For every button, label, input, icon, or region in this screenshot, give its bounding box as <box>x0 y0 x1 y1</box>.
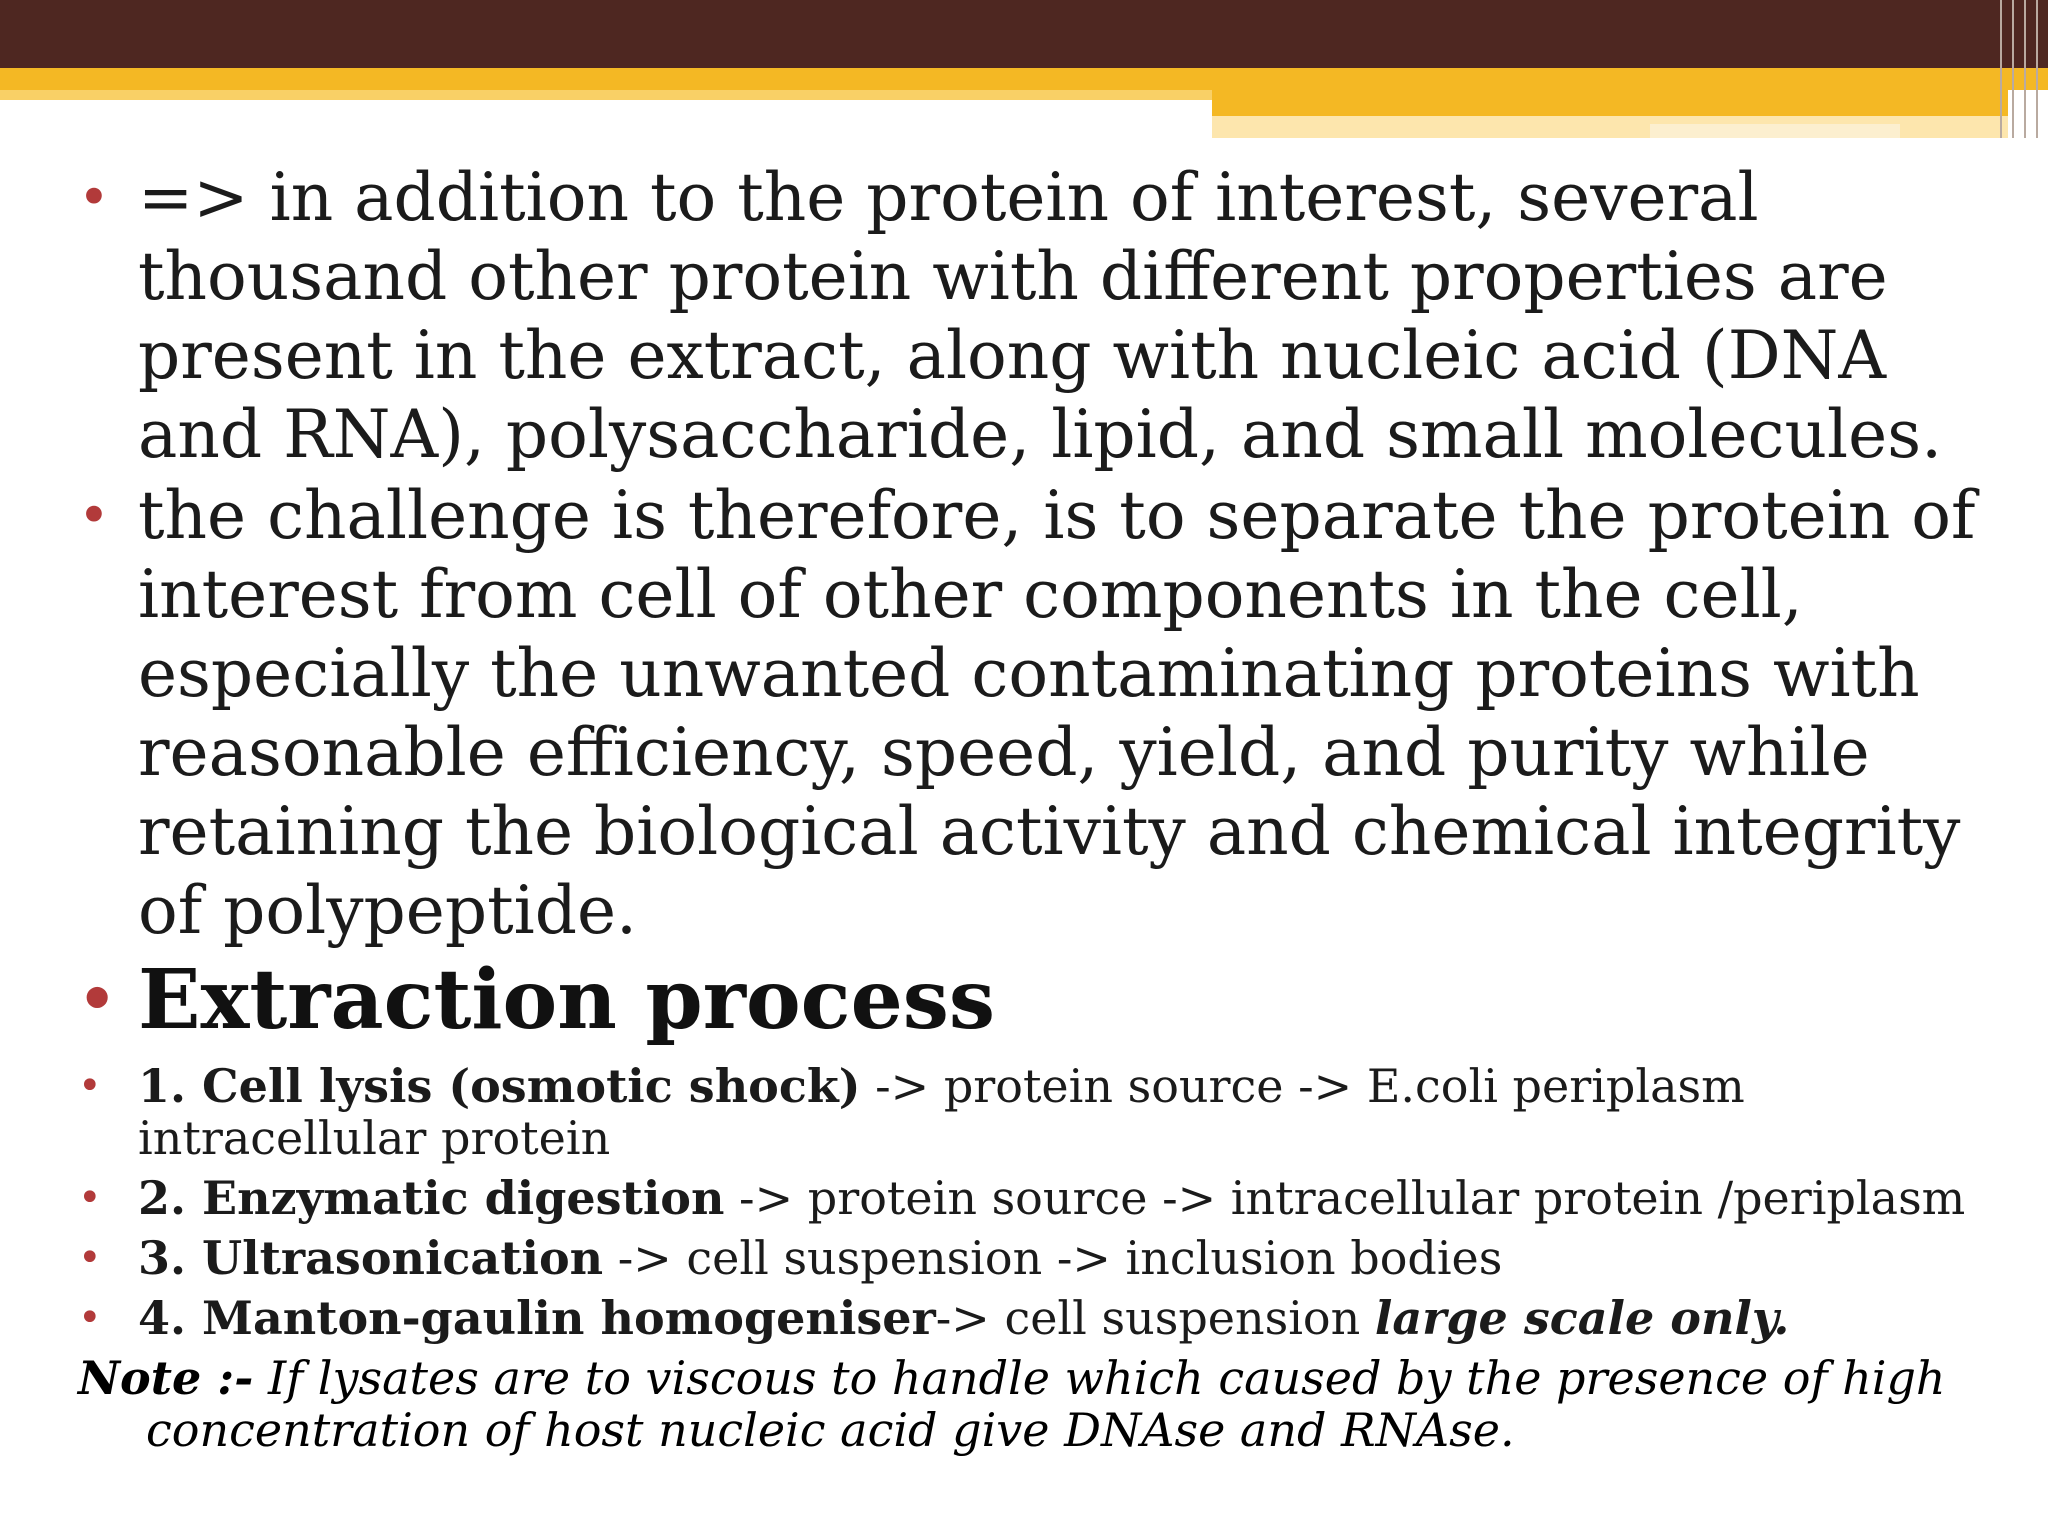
step-title: 4. Manton-gaulin homogeniser <box>138 1291 936 1345</box>
step-title: 2. Enzymatic digestion <box>138 1171 725 1225</box>
edge-line <box>2024 0 2026 138</box>
edge-line <box>2036 0 2038 138</box>
step-emphasis: large scale only. <box>1374 1291 1790 1345</box>
step-title: 3. Ultrasonication <box>138 1231 604 1285</box>
header-gold-band <box>0 68 2048 90</box>
step-item <box>70 1172 2020 1224</box>
note <box>78 1352 2020 1456</box>
edge-line <box>2012 0 2014 138</box>
step-item <box>70 1060 2020 1164</box>
header-gold-right-band <box>1212 90 2008 116</box>
note-label: Note :- <box>78 1351 254 1405</box>
step-text: -> protein source -> intracellular protein /periplasm <box>724 1171 1966 1225</box>
bullet-protein-extract: • => in addition to the protein of interest, several thousand other protein with different properties are present in the extract, along with nucleic acid (DNA and RNA), polysaccharide, lipid, and small molecules. <box>70 158 2020 474</box>
note-text-line1: If lysates are to viscous to handle which caused by the presence of high <box>253 1351 1946 1405</box>
step-text: -> cell suspension -> inclusion bodies <box>603 1231 1503 1285</box>
note-text-line2: concentration of host nucleic acid give DNAse and RNAse. <box>146 1403 1515 1457</box>
section-heading: • Extraction process <box>70 950 2020 1050</box>
bullet-list <box>70 158 2020 1344</box>
bullet-challenge: • the challenge is therefore, is to separate the protein of interest from cell of other components in the cell, especially the unwanted contaminating proteins with reasonable efficiency, speed, yield, and purity while retaining the biological activity and chemical integrity of polypeptide. <box>70 476 2020 950</box>
step-text: -> cell suspension <box>935 1291 1375 1345</box>
step-item <box>70 1292 2020 1344</box>
step-title: 1. Cell lysis (osmotic shock) <box>138 1059 861 1113</box>
step-text: -> protein source -> E.coli periplasm intracellular protein <box>138 1059 1745 1165</box>
step-item <box>70 1232 2020 1284</box>
slide-body <box>70 158 2020 1456</box>
edge-line <box>2000 0 2002 138</box>
header-dark-band <box>0 0 2048 68</box>
header-pale-accent <box>1650 124 1900 138</box>
header-gold-thin-band <box>0 90 1212 100</box>
